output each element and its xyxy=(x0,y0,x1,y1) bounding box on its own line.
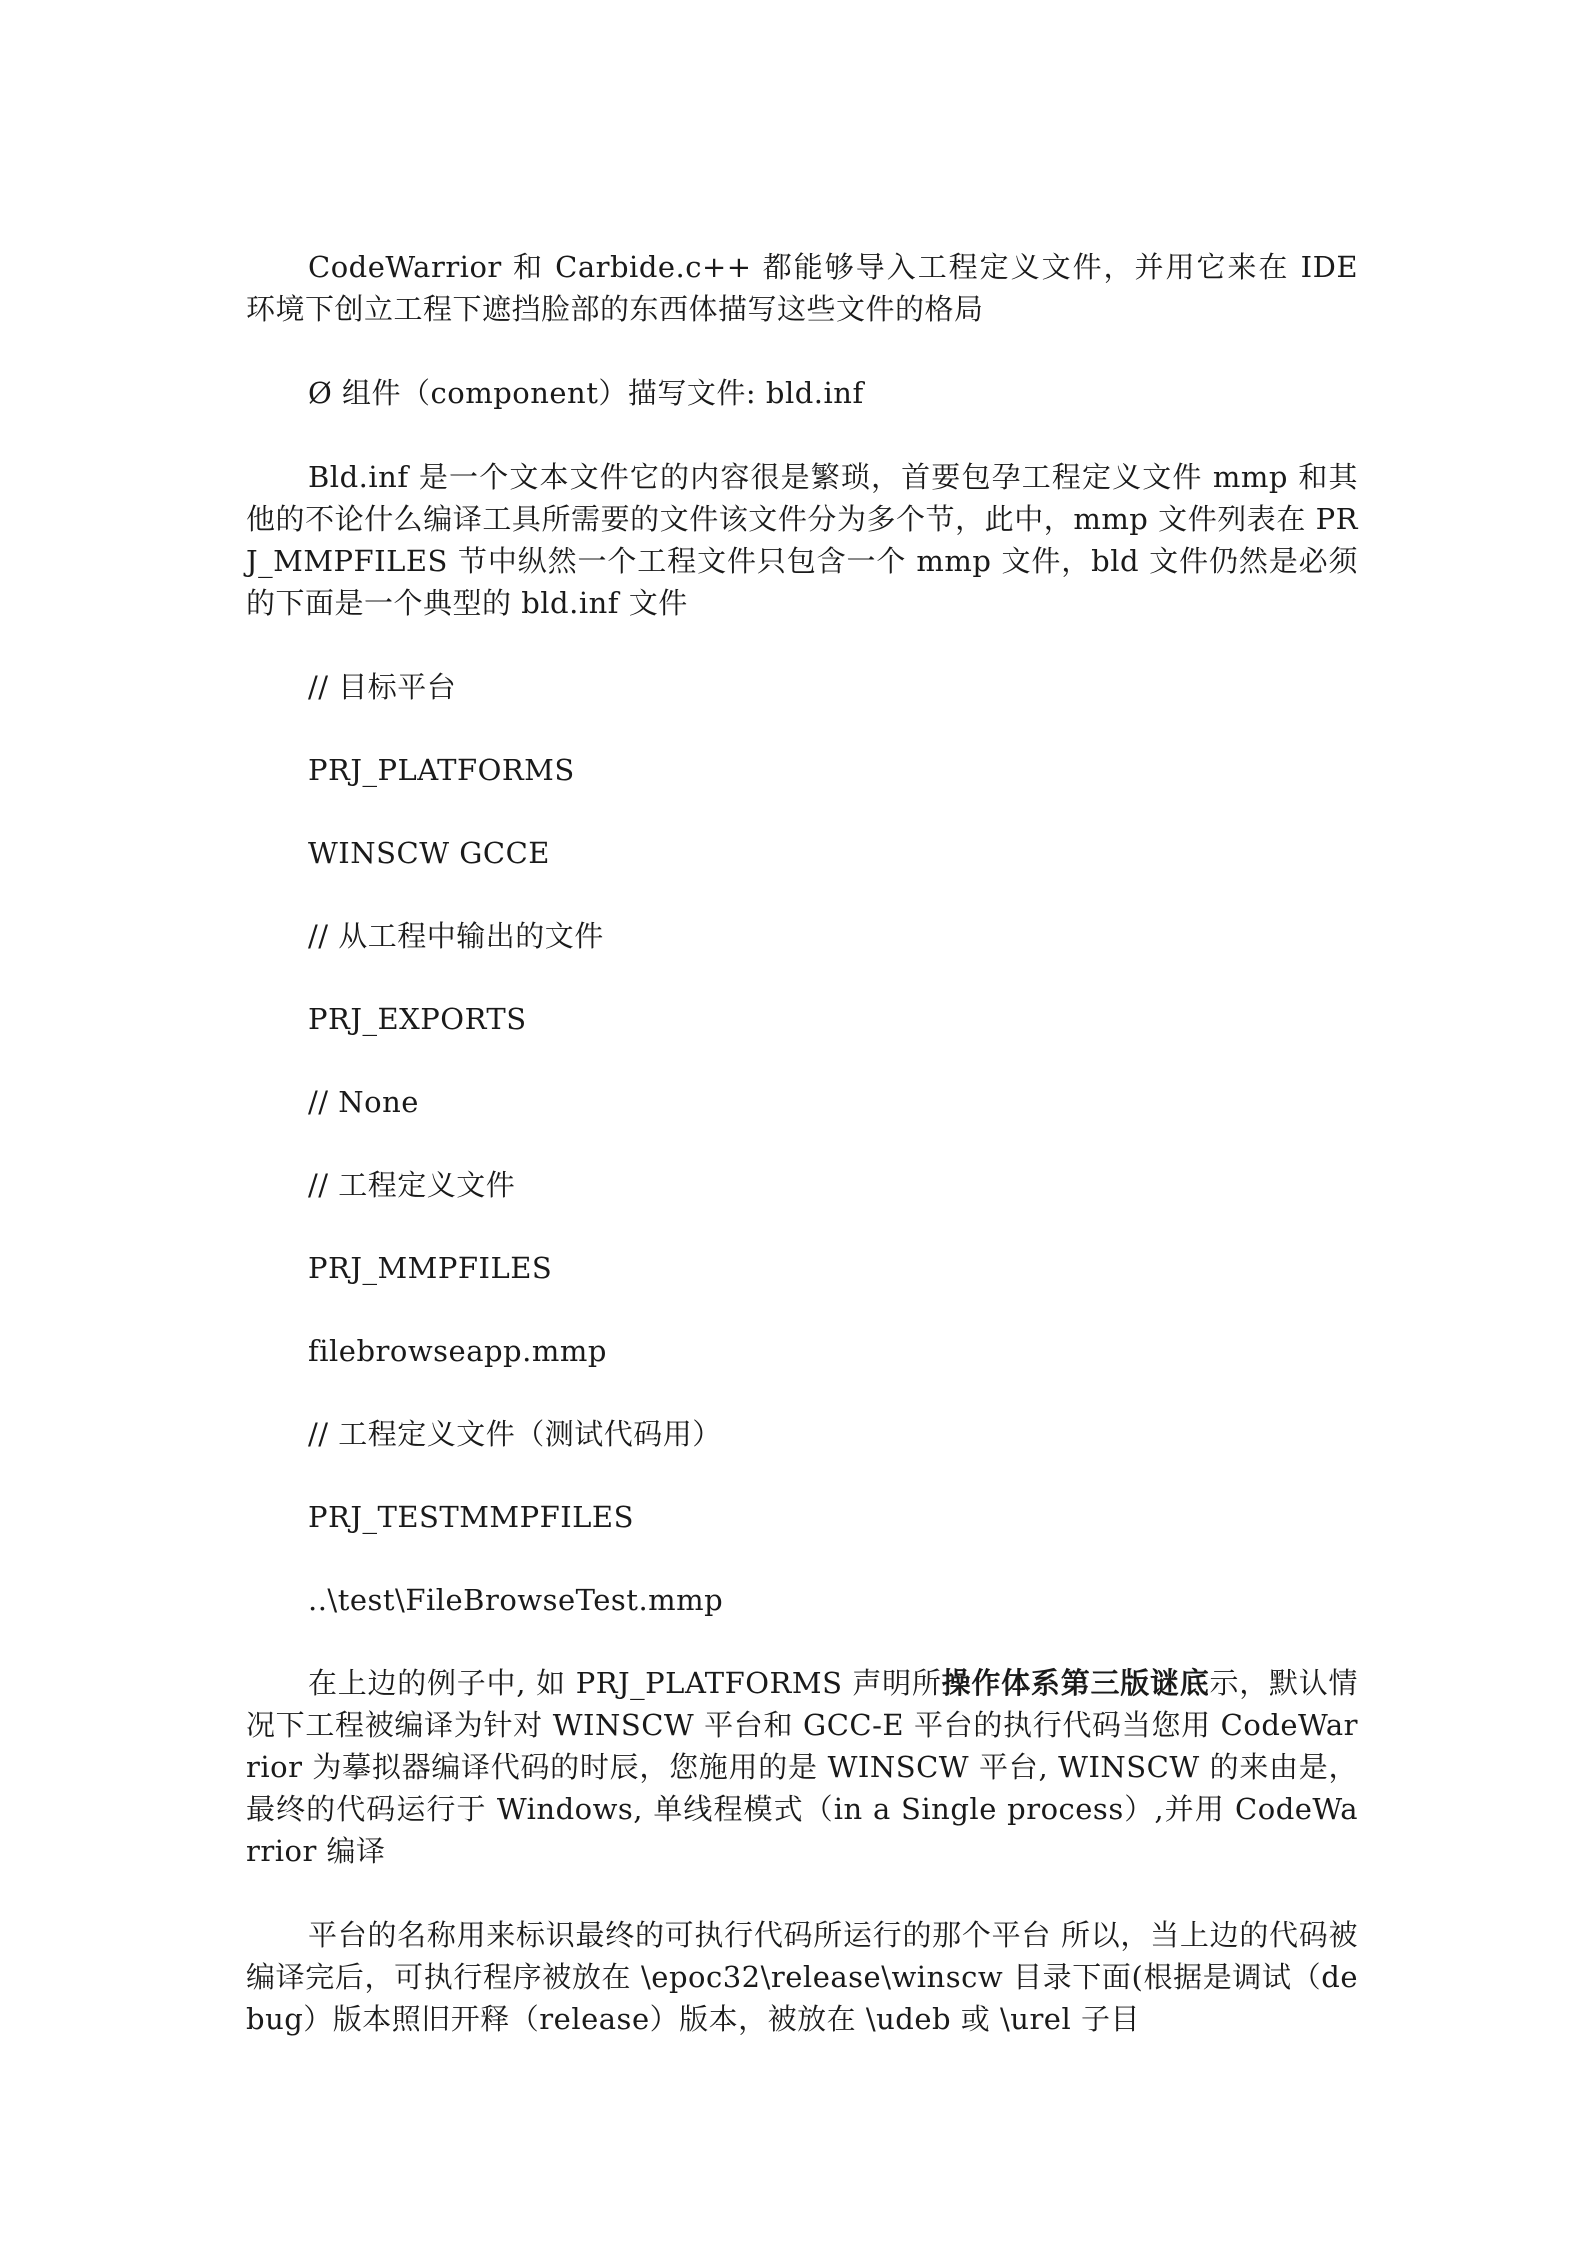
platforms-text-start: 在上边的例子中, 如 PRJ_PLATFORMS 声明所 xyxy=(308,1666,942,1700)
bold-link-text: 操作体系第三版谜底 xyxy=(941,1666,1210,1700)
bld-inf-paragraph: Bld.inf 是一个文本文件它的内容很是繁琐，首要包孕工程定义文件 mmp 和其他的不论什么编译工具所需要的文件该文件分为多个节，此中，mmp 文件列表在 PRJ_MMPFILES 节中纵然一个工程文件只包含一个 mmp 文件，bld 文件仍然是必须的下面是一个典型的 bld.inf 文件 xyxy=(246,460,1358,620)
intro-paragraph: CodeWarrior 和 Carbide.c++ 都能够导入工程定义文件，并用它来在 IDE 环境下创立工程下遮挡脸部的东西体描写这些文件的格局 xyxy=(246,250,1358,326)
code-line-test-comment: // 工程定义文件（测试代码用） xyxy=(308,1417,722,1451)
code-line-prj-exports: PRJ_EXPORTS xyxy=(308,1002,527,1036)
code-line-prj-mmpfiles: PRJ_MMPFILES xyxy=(308,1251,553,1285)
code-line-platform-comment: // 目标平台 xyxy=(308,670,457,704)
code-line-platform-values: WINSCW GCCE xyxy=(308,836,550,870)
component-heading: Ø 组件（component）描写文件: bld.inf xyxy=(308,376,864,410)
code-line-mmp-comment: // 工程定义文件 xyxy=(308,1168,516,1202)
code-line-mmp-file: filebrowseapp.mmp xyxy=(308,1334,607,1368)
platforms-text-end: 示，默认情况下工程被编译为针对 WINSCW 平台和 GCC-E 平台的执行代码当您用 CodeWarrior 为摹拟器编译代码的时辰，您施用的是 WINSCW 平台, WINSCW 的来由是，最终的代码运行于 Windows, 单线程模式（in a Single process）,并用 CodeWarrior 编译 xyxy=(246,1666,1358,1868)
code-line-prj-testmmpfiles: PRJ_TESTMMPFILES xyxy=(308,1500,634,1534)
code-line-exports-comment: // 从工程中输出的文件 xyxy=(308,919,604,953)
platforms-explanation-paragraph xyxy=(246,1662,1358,1872)
code-line-test-mmp-file: ..\test\FileBrowseTest.mmp xyxy=(308,1583,724,1617)
code-line-prj-platforms: PRJ_PLATFORMS xyxy=(308,753,575,787)
code-line-none-comment: // None xyxy=(308,1085,419,1119)
document-body xyxy=(246,246,1358,2082)
platform-name-paragraph: 平台的名称用来标识最终的可执行代码所运行的那个平台 所以，当上边的代码被编译完后，可执行程序被放在 \epoc32\release\winscw 目录下面(根据是调试（debug）版本照旧开释（release）版本，被放在 \udeb 或 \urel 子目 xyxy=(246,1918,1358,2036)
